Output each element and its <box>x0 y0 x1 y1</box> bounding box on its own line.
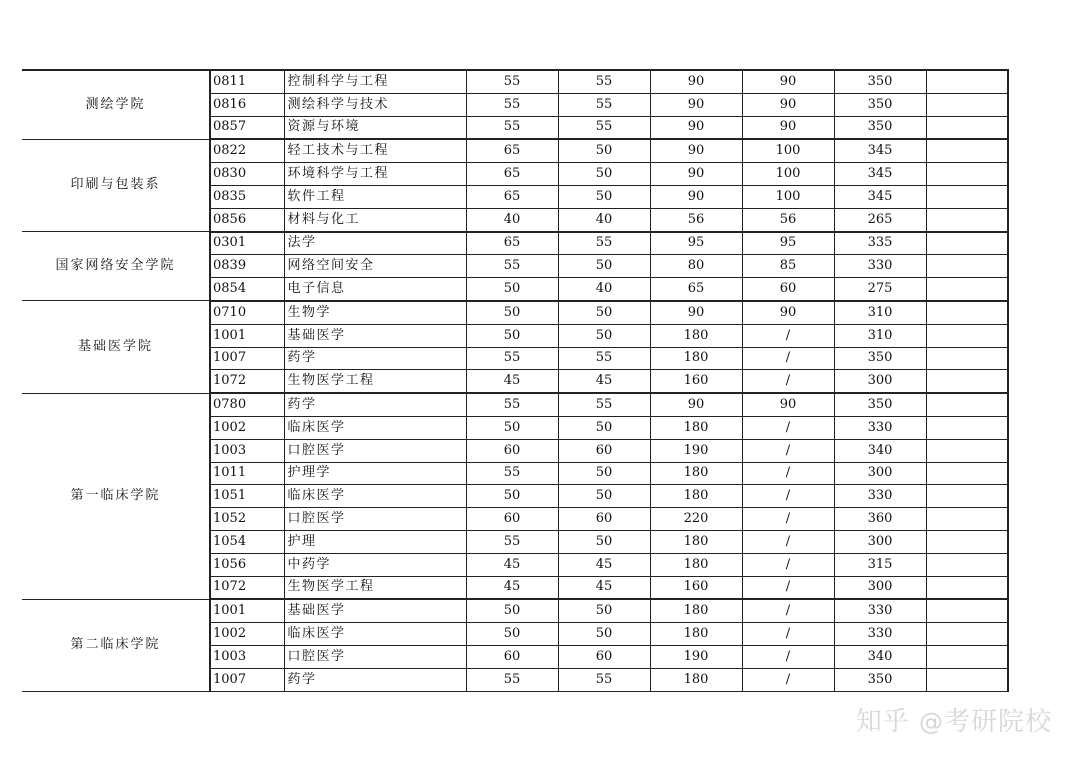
subject-two-score-cell: / <box>742 439 834 462</box>
subject-two-score-cell: / <box>742 370 834 393</box>
major-code-cell: 1007 <box>210 668 284 691</box>
politics-score-cell: 50 <box>466 301 558 324</box>
remarks-cell <box>926 508 1008 531</box>
subject-one-score-cell: 95 <box>650 232 742 255</box>
foreign-language-score-cell: 45 <box>558 576 650 599</box>
politics-score-cell: 50 <box>466 485 558 508</box>
subject-one-score-cell: 180 <box>650 623 742 646</box>
major-code-cell: 0854 <box>210 278 284 301</box>
total-score-cell: 345 <box>834 163 926 186</box>
major-code-cell: 1072 <box>210 576 284 599</box>
foreign-language-score-cell: 40 <box>558 208 650 231</box>
subject-one-score-cell: 90 <box>650 301 742 324</box>
subject-two-score-cell: / <box>742 485 834 508</box>
college-cell <box>22 599 210 691</box>
politics-score-cell: 65 <box>466 163 558 186</box>
major-code-cell: 1003 <box>210 439 284 462</box>
college-name: 测绘学院 <box>85 96 146 112</box>
foreign-language-score-cell: 50 <box>558 255 650 278</box>
foreign-language-score-cell: 50 <box>558 324 650 347</box>
total-score-cell: 300 <box>834 530 926 553</box>
college-cell <box>22 301 210 393</box>
total-score-cell: 330 <box>834 623 926 646</box>
major-name-cell: 口腔医学 <box>284 439 466 462</box>
college-cell <box>22 139 210 231</box>
major-code-cell: 0835 <box>210 185 284 208</box>
subject-two-score-cell: / <box>742 576 834 599</box>
subject-two-score-cell: / <box>742 645 834 668</box>
subject-two-score-cell: / <box>742 508 834 531</box>
major-name-cell: 临床医学 <box>284 416 466 439</box>
college-name: 国家网络安全学院 <box>55 258 176 274</box>
politics-score-cell: 45 <box>466 553 558 576</box>
subject-one-score-cell: 190 <box>650 439 742 462</box>
subject-one-score-cell: 90 <box>650 393 742 416</box>
total-score-cell: 300 <box>834 462 926 485</box>
politics-score-cell: 60 <box>466 508 558 531</box>
total-score-cell: 340 <box>834 439 926 462</box>
politics-score-cell: 65 <box>466 185 558 208</box>
major-code-cell: 1056 <box>210 553 284 576</box>
total-score-cell: 340 <box>834 645 926 668</box>
politics-score-cell: 55 <box>466 255 558 278</box>
major-code-cell: 1072 <box>210 370 284 393</box>
table-row <box>22 599 1008 622</box>
remarks-cell <box>926 116 1008 139</box>
subject-one-score-cell: 56 <box>650 208 742 231</box>
remarks-cell <box>926 530 1008 553</box>
total-score-cell: 350 <box>834 393 926 416</box>
table-row <box>22 70 1008 93</box>
foreign-language-score-cell: 50 <box>558 163 650 186</box>
politics-score-cell: 50 <box>466 599 558 622</box>
major-name-cell: 轻工技术与工程 <box>284 139 466 162</box>
politics-score-cell: 65 <box>466 232 558 255</box>
subject-one-score-cell: 180 <box>650 599 742 622</box>
major-code-cell: 0780 <box>210 393 284 416</box>
politics-score-cell: 60 <box>466 645 558 668</box>
major-code-cell: 0856 <box>210 208 284 231</box>
total-score-cell: 300 <box>834 370 926 393</box>
major-name-cell: 环境科学与工程 <box>284 163 466 186</box>
remarks-cell <box>926 462 1008 485</box>
politics-score-cell: 50 <box>466 278 558 301</box>
politics-score-cell: 55 <box>466 347 558 370</box>
politics-score-cell: 55 <box>466 668 558 691</box>
subject-one-score-cell: 180 <box>650 553 742 576</box>
foreign-language-score-cell: 55 <box>558 93 650 116</box>
subject-one-score-cell: 90 <box>650 163 742 186</box>
major-name-cell: 生物医学工程 <box>284 576 466 599</box>
politics-score-cell: 50 <box>466 324 558 347</box>
major-code-cell: 1054 <box>210 530 284 553</box>
foreign-language-score-cell: 60 <box>558 508 650 531</box>
foreign-language-score-cell: 55 <box>558 668 650 691</box>
table-row <box>22 301 1008 324</box>
politics-score-cell: 55 <box>466 70 558 93</box>
table-body <box>22 70 1008 691</box>
remarks-cell <box>926 324 1008 347</box>
major-name-cell: 材料与化工 <box>284 208 466 231</box>
subject-one-score-cell: 180 <box>650 347 742 370</box>
remarks-cell <box>926 347 1008 370</box>
major-name-cell: 资源与环境 <box>284 116 466 139</box>
foreign-language-score-cell: 50 <box>558 462 650 485</box>
total-score-cell: 265 <box>834 208 926 231</box>
major-code-cell: 1011 <box>210 462 284 485</box>
total-score-cell: 330 <box>834 599 926 622</box>
subject-two-score-cell: / <box>742 530 834 553</box>
foreign-language-score-cell: 55 <box>558 347 650 370</box>
remarks-cell <box>926 139 1008 162</box>
total-score-cell: 350 <box>834 70 926 93</box>
remarks-cell <box>926 393 1008 416</box>
total-score-cell: 310 <box>834 324 926 347</box>
remarks-cell <box>926 301 1008 324</box>
total-score-cell: 345 <box>834 139 926 162</box>
subject-one-score-cell: 180 <box>650 462 742 485</box>
remarks-cell <box>926 370 1008 393</box>
foreign-language-score-cell: 45 <box>558 370 650 393</box>
foreign-language-score-cell: 55 <box>558 70 650 93</box>
subject-two-score-cell: / <box>742 416 834 439</box>
politics-score-cell: 50 <box>466 416 558 439</box>
major-code-cell: 1001 <box>210 599 284 622</box>
remarks-cell <box>926 416 1008 439</box>
foreign-language-score-cell: 60 <box>558 439 650 462</box>
remarks-cell <box>926 485 1008 508</box>
total-score-cell: 350 <box>834 116 926 139</box>
major-code-cell: 0822 <box>210 139 284 162</box>
major-code-cell: 1007 <box>210 347 284 370</box>
subject-two-score-cell: 100 <box>742 185 834 208</box>
major-name-cell: 基础医学 <box>284 324 466 347</box>
subject-two-score-cell: 100 <box>742 139 834 162</box>
major-name-cell: 药学 <box>284 668 466 691</box>
subject-two-score-cell: / <box>742 324 834 347</box>
total-score-cell: 360 <box>834 508 926 531</box>
total-score-cell: 310 <box>834 301 926 324</box>
foreign-language-score-cell: 50 <box>558 185 650 208</box>
college-cell <box>22 70 210 139</box>
subject-two-score-cell: / <box>742 623 834 646</box>
politics-score-cell: 60 <box>466 439 558 462</box>
major-name-cell: 测绘科学与技术 <box>284 93 466 116</box>
remarks-cell <box>926 668 1008 691</box>
politics-score-cell: 40 <box>466 208 558 231</box>
total-score-cell: 350 <box>834 668 926 691</box>
major-name-cell: 护理 <box>284 530 466 553</box>
remarks-cell <box>926 232 1008 255</box>
zhihu-watermark <box>856 701 1052 738</box>
total-score-cell: 275 <box>834 278 926 301</box>
major-code-cell: 1002 <box>210 623 284 646</box>
major-name-cell: 临床医学 <box>284 485 466 508</box>
major-code-cell: 1003 <box>210 645 284 668</box>
foreign-language-score-cell: 50 <box>558 599 650 622</box>
major-code-cell: 0811 <box>210 70 284 93</box>
major-name-cell: 网络空间安全 <box>284 255 466 278</box>
total-score-cell: 345 <box>834 185 926 208</box>
remarks-cell <box>926 576 1008 599</box>
total-score-cell: 300 <box>834 576 926 599</box>
remarks-cell <box>926 439 1008 462</box>
watermark-site: 知乎 <box>855 707 910 737</box>
college-name: 印刷与包装系 <box>70 177 161 193</box>
foreign-language-score-cell: 50 <box>558 416 650 439</box>
major-code-cell: 1001 <box>210 324 284 347</box>
total-score-cell: 335 <box>834 232 926 255</box>
subject-two-score-cell: / <box>742 553 834 576</box>
total-score-cell: 330 <box>834 255 926 278</box>
remarks-cell <box>926 185 1008 208</box>
remarks-cell <box>926 70 1008 93</box>
major-name-cell: 药学 <box>284 393 466 416</box>
foreign-language-score-cell: 45 <box>558 553 650 576</box>
watermark-account: 考研院校 <box>943 707 1052 737</box>
major-code-cell: 1002 <box>210 416 284 439</box>
major-name-cell: 中药学 <box>284 553 466 576</box>
remarks-cell <box>926 93 1008 116</box>
major-code-cell: 1051 <box>210 485 284 508</box>
foreign-language-score-cell: 50 <box>558 139 650 162</box>
major-code-cell: 0301 <box>210 232 284 255</box>
subject-two-score-cell: 90 <box>742 93 834 116</box>
table-row <box>22 139 1008 162</box>
major-name-cell: 口腔医学 <box>284 508 466 531</box>
college-name: 第二临床学院 <box>70 637 161 653</box>
major-code-cell: 0839 <box>210 255 284 278</box>
subject-one-score-cell: 180 <box>650 485 742 508</box>
total-score-cell: 350 <box>834 93 926 116</box>
subject-one-score-cell: 90 <box>650 139 742 162</box>
subject-two-score-cell: 60 <box>742 278 834 301</box>
subject-one-score-cell: 220 <box>650 508 742 531</box>
major-name-cell: 软件工程 <box>284 185 466 208</box>
subject-two-score-cell: 85 <box>742 255 834 278</box>
subject-two-score-cell: / <box>742 462 834 485</box>
subject-one-score-cell: 90 <box>650 116 742 139</box>
total-score-cell: 330 <box>834 485 926 508</box>
major-code-cell: 0816 <box>210 93 284 116</box>
subject-two-score-cell: / <box>742 599 834 622</box>
foreign-language-score-cell: 50 <box>558 485 650 508</box>
remarks-cell <box>926 553 1008 576</box>
foreign-language-score-cell: 50 <box>558 530 650 553</box>
remarks-cell <box>926 163 1008 186</box>
major-name-cell: 生物学 <box>284 301 466 324</box>
major-name-cell: 控制科学与工程 <box>284 70 466 93</box>
total-score-cell: 315 <box>834 553 926 576</box>
table-row <box>22 232 1008 255</box>
politics-score-cell: 65 <box>466 139 558 162</box>
subject-one-score-cell: 190 <box>650 645 742 668</box>
subject-one-score-cell: 180 <box>650 416 742 439</box>
major-name-cell: 药学 <box>284 347 466 370</box>
total-score-cell: 330 <box>834 416 926 439</box>
total-score-cell: 350 <box>834 347 926 370</box>
table-row <box>22 393 1008 416</box>
college-cell <box>22 393 210 599</box>
subject-one-score-cell: 180 <box>650 668 742 691</box>
foreign-language-score-cell: 40 <box>558 278 650 301</box>
subject-one-score-cell: 160 <box>650 576 742 599</box>
major-name-cell: 基础医学 <box>284 599 466 622</box>
major-code-cell: 1052 <box>210 508 284 531</box>
subject-two-score-cell: 56 <box>742 208 834 231</box>
remarks-cell <box>926 255 1008 278</box>
politics-score-cell: 55 <box>466 462 558 485</box>
college-name: 第一临床学院 <box>70 488 161 504</box>
politics-score-cell: 45 <box>466 576 558 599</box>
remarks-cell <box>926 208 1008 231</box>
subject-one-score-cell: 90 <box>650 185 742 208</box>
at-symbol: @ <box>918 708 944 736</box>
major-name-cell: 临床医学 <box>284 623 466 646</box>
subject-one-score-cell: 65 <box>650 278 742 301</box>
foreign-language-score-cell: 55 <box>558 116 650 139</box>
subject-two-score-cell: 90 <box>742 301 834 324</box>
subject-one-score-cell: 180 <box>650 324 742 347</box>
subject-two-score-cell: / <box>742 347 834 370</box>
subject-two-score-cell: 100 <box>742 163 834 186</box>
remarks-cell <box>926 278 1008 301</box>
subject-one-score-cell: 160 <box>650 370 742 393</box>
score-table <box>22 69 1009 692</box>
college-name: 基础医学院 <box>77 339 153 355</box>
major-code-cell: 0830 <box>210 163 284 186</box>
subject-two-score-cell: 90 <box>742 116 834 139</box>
politics-score-cell: 55 <box>466 93 558 116</box>
subject-two-score-cell: 90 <box>742 70 834 93</box>
subject-two-score-cell: 95 <box>742 232 834 255</box>
major-name-cell: 口腔医学 <box>284 645 466 668</box>
politics-score-cell: 50 <box>466 623 558 646</box>
foreign-language-score-cell: 50 <box>558 623 650 646</box>
politics-score-cell: 55 <box>466 530 558 553</box>
major-name-cell: 生物医学工程 <box>284 370 466 393</box>
major-name-cell: 法学 <box>284 232 466 255</box>
foreign-language-score-cell: 50 <box>558 301 650 324</box>
subject-two-score-cell: / <box>742 668 834 691</box>
subject-two-score-cell: 90 <box>742 393 834 416</box>
remarks-cell <box>926 599 1008 622</box>
politics-score-cell: 55 <box>466 116 558 139</box>
major-name-cell: 护理学 <box>284 462 466 485</box>
major-code-cell: 0857 <box>210 116 284 139</box>
politics-score-cell: 55 <box>466 393 558 416</box>
foreign-language-score-cell: 55 <box>558 232 650 255</box>
remarks-cell <box>926 623 1008 646</box>
politics-score-cell: 45 <box>466 370 558 393</box>
foreign-language-score-cell: 60 <box>558 645 650 668</box>
subject-one-score-cell: 180 <box>650 530 742 553</box>
major-name-cell: 电子信息 <box>284 278 466 301</box>
college-cell <box>22 232 210 301</box>
remarks-cell <box>926 645 1008 668</box>
subject-one-score-cell: 90 <box>650 93 742 116</box>
subject-one-score-cell: 80 <box>650 255 742 278</box>
foreign-language-score-cell: 55 <box>558 393 650 416</box>
major-code-cell: 0710 <box>210 301 284 324</box>
subject-one-score-cell: 90 <box>650 70 742 93</box>
